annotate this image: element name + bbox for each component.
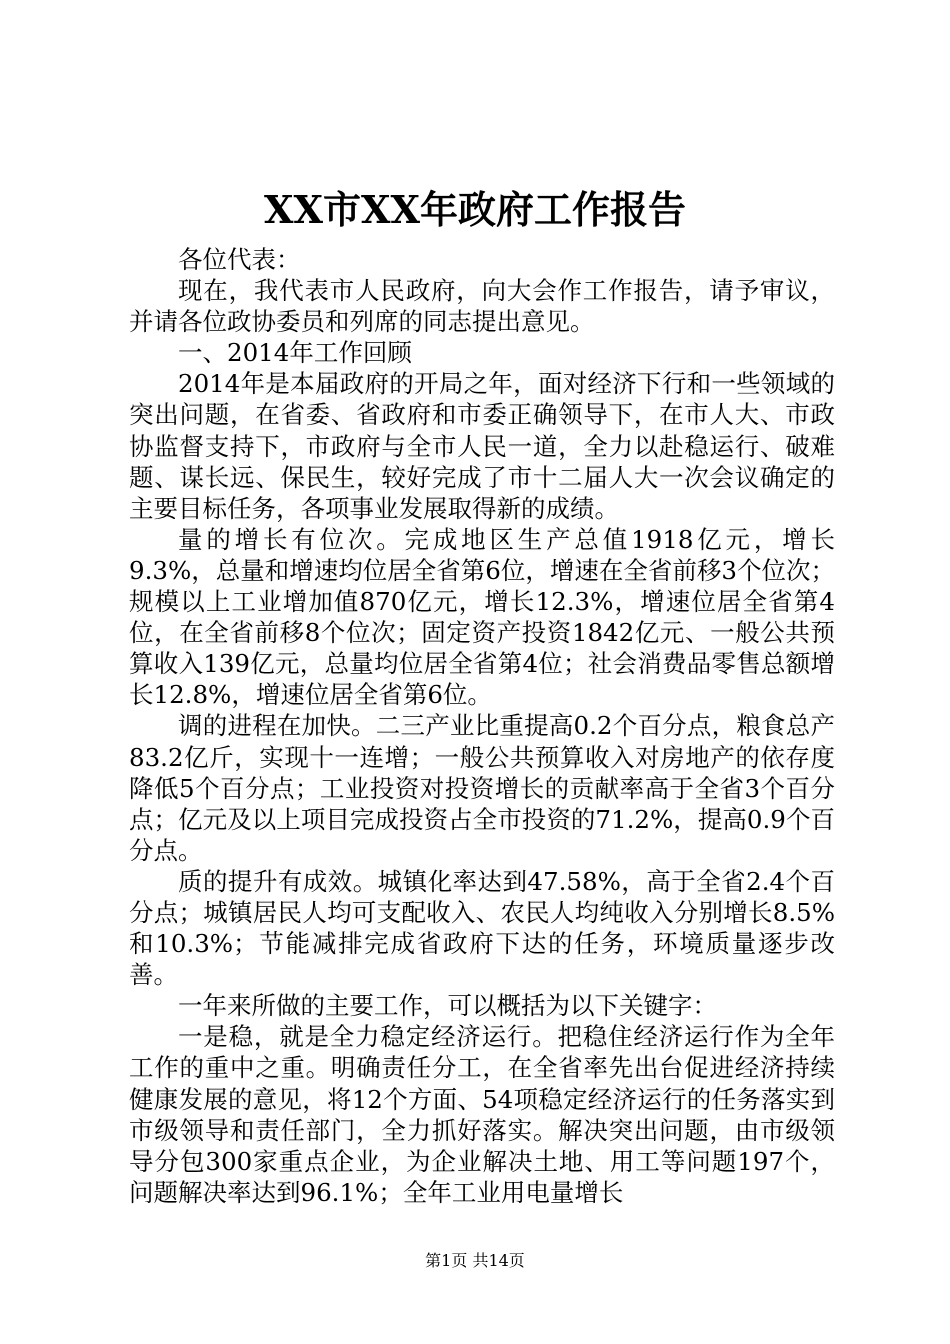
document-title: XX市XX年政府工作报告: [264, 187, 686, 232]
paragraph-intro: 现在，我代表市人民政府，向大会作工作报告，请予审议，并请各位政协委员和列席的同志提出意见。: [129, 276, 835, 337]
paragraph-salutation: 各位代表：: [178, 245, 301, 274]
paragraph: 一是稳，就是全力稳定经济运行。把稳住经济运行作为全年工作的重中之重。明确责任分工，在全省率先出台促进经济持续健康发展的意见，将12个方面、54项稳定经济运行的任务落实到市级领导和责任部门，全力抓好落实。解决突出问题，由市级领导分包300家重点企业，为企业解决土地、用工等问题197个，问题解决率达到96.1%；全年工业用电量增长: [129, 1022, 835, 1207]
paragraph: 2014年是本届政府的开局之年，面对经济下行和一些领域的突出问题，在省委、省政府和市委正确领导下，在市人大、市政协监督支持下，市政府与全市人民一道，全力以赴稳运行、破难题、谋长远、保民生，较好完成了市十二届人大一次会议确定的主要目标任务，各项事业发展取得新的成绩。: [129, 369, 835, 523]
document-body: [129, 244, 835, 1208]
paragraph: 调的进程在加快。二三产业比重提高0.2个百分点，粮食总产83.2亿斤，实现十一连增；一般公共预算收入对房地产的依存度降低5个百分点；工业投资对投资增长的贡献率高于全省3个百分点；亿元及以上项目完成投资占全市投资的71.2%，提高0.9个百分点。: [129, 711, 835, 865]
paragraph: 量的增长有位次。完成地区生产总值1918亿元，增长9.3%，总量和增速均位居全省第6位，增速在全省前移3个位次；规模以上工业增加值870亿元，增长12.3%，增速位居全省第4位，在全省前移8个位次；固定资产投资1842亿元、一般公共预算收入139亿元，总量均位居全省第4位；社会消费品零售总额增长12.8%，增速位居全省第6位。: [129, 524, 835, 710]
page-number-footer: 第1页 共14页: [425, 1251, 525, 1270]
paragraph: 质的提升有成效。城镇化率达到47.58%，高于全省2.4个百分点；城镇居民人均可支配收入、农民人均纯收入分别增长8.5%和10.3%；节能减排完成省政府下达的任务，环境质量逐步改善。: [129, 866, 835, 990]
section-heading: 一、2014年工作回顾: [178, 338, 412, 368]
paragraph: 一年来所做的主要工作，可以概括为以下关键字：: [178, 991, 717, 1021]
